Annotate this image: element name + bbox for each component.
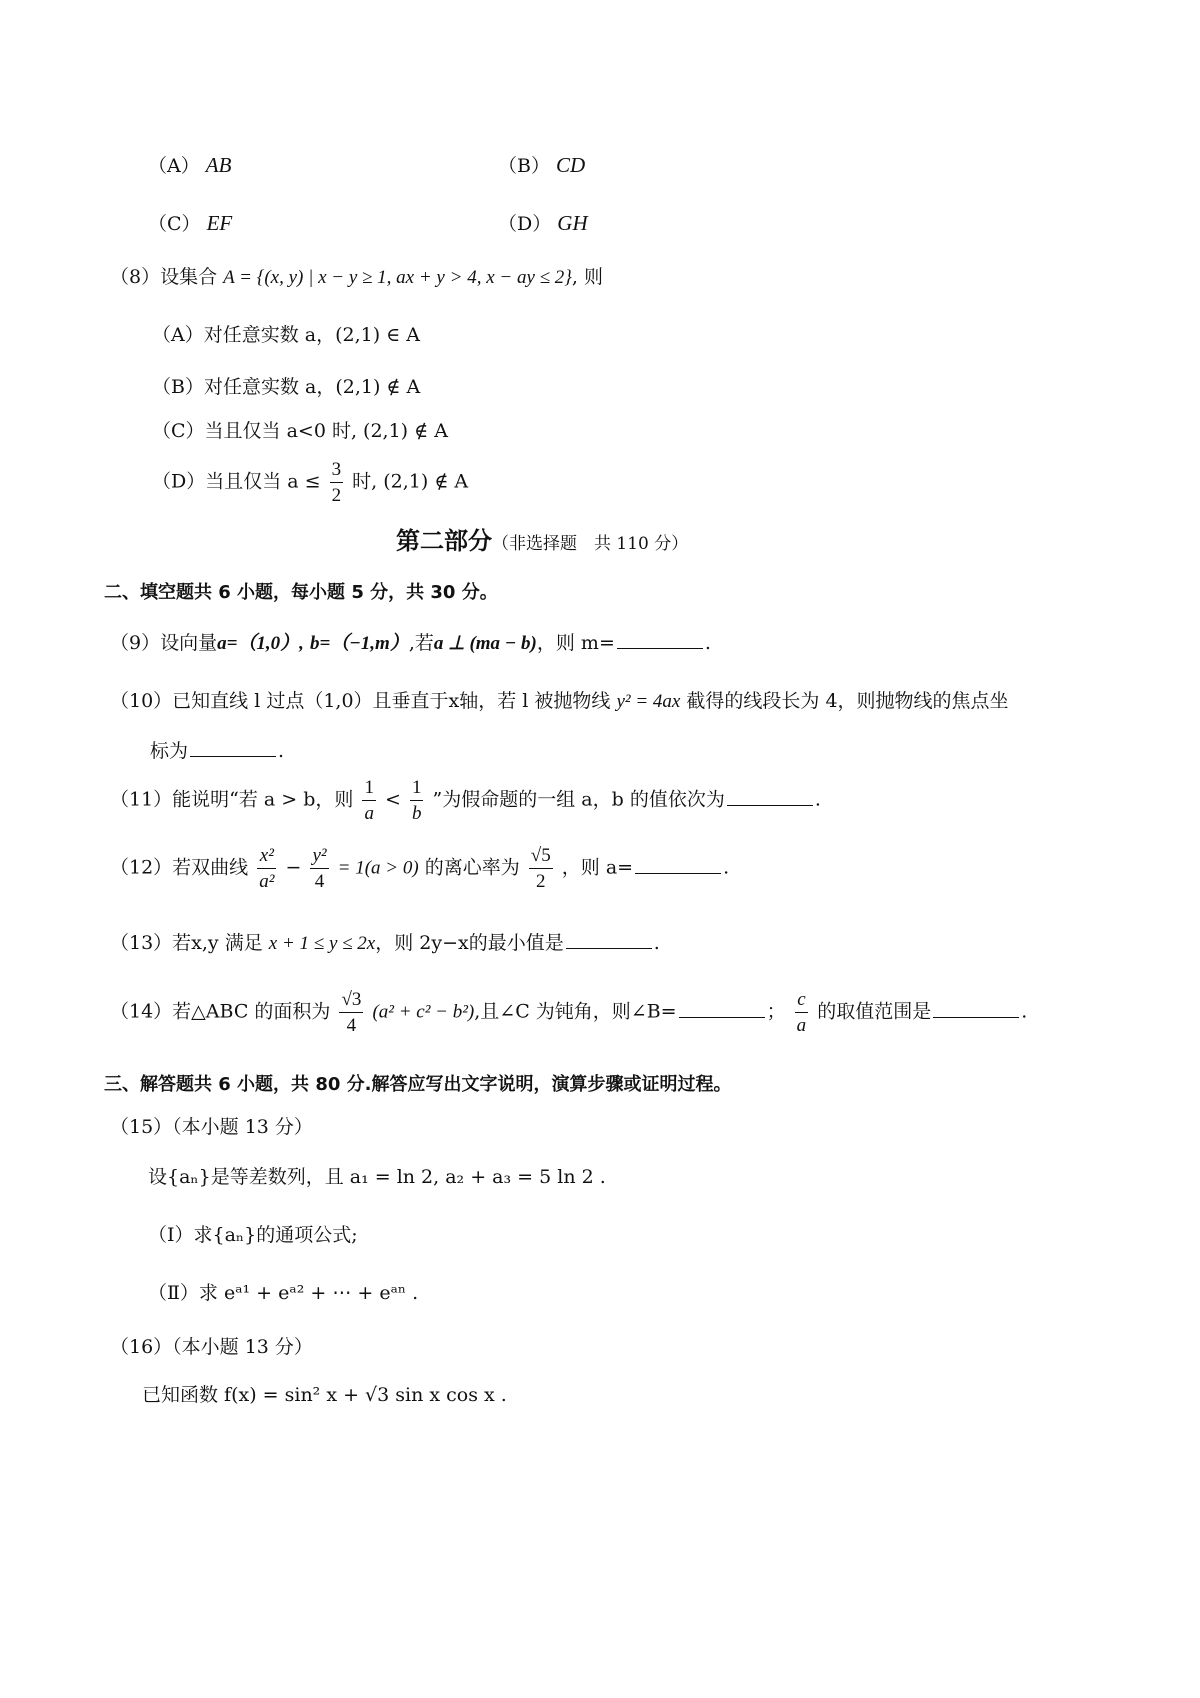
q13: （13）若x,y 满足 x + 1 ≤ y ≤ 2x，则 2y−x的最小值是 .: [110, 932, 660, 954]
q16-header: （16）（本小题 13 分）: [110, 1336, 313, 1358]
part2-title: 第二部分（非选择题 共 110 分）: [396, 527, 689, 555]
q10-line1: （10）已知直线 l 过点（1,0）且垂直于x轴，若 l 被抛物线 y² = 4ax 截得的线段长为 4，则抛物线的焦点坐: [110, 690, 1009, 712]
q14: （14）若△ABC 的面积为 $\frac{√3}{4}$ (a² + c² − b²),且∠C 为钝角，则∠B= ； $\frac{c}{a}$ 的取值范围是 .: [110, 989, 1028, 1036]
q11: （11）能说明“若 a > b，则 $\frac{1}{a}$ < $\frac{1}{b}$ ”为假命题的一组 a，b 的值依次为 .: [110, 777, 821, 824]
q8-option-d: （D）当且仅当 a ≤ $\frac{3}{2}$ 时, (2,1) ∉ A: [152, 459, 469, 506]
q10-line2: 标为 .: [150, 740, 285, 762]
section3-heading: 三、解答题共 6 小题，共 80 分.解答应写出文字说明，演算步骤或证明过程。: [104, 1074, 732, 1095]
q7-option-d: （D） GH: [498, 211, 588, 235]
q8-option-c: （C）当且仅当 a<0 时, (2,1) ∉ A: [152, 420, 448, 442]
q9: （9）设向量a=（1,0）, b=（−1,m）,若a ⊥ (ma − b)，则 m= .: [110, 632, 711, 654]
q15-part1: （Ⅰ）求{aₙ}的通项公式;: [148, 1224, 358, 1246]
q12: （12）若双曲线 $\frac{\text{x²}}{\text{a²}}$ − $\frac{\text{y²}}{4}$ = 1(a > 0) 的离心率为 $\frac{√5}{2}$ ，则 a= .: [110, 845, 730, 892]
q15-header: （15）（本小题 13 分）: [110, 1116, 313, 1138]
q7-option-a: （A） AB: [148, 153, 232, 177]
q16-stem: 已知函数 f(x) = sin² x + √3 sin x cos x .: [142, 1384, 507, 1406]
q7-option-b: （B） CD: [498, 153, 586, 177]
q8-option-a: （A）对任意实数 a，(2,1) ∈ A: [152, 324, 420, 346]
q15-part2: （Ⅱ）求 eᵃ¹ + eᵃ² + ⋯ + eᵃⁿ .: [148, 1282, 419, 1304]
section2-heading: 二、填空题共 6 小题，每小题 5 分，共 30 分。: [104, 582, 498, 603]
q8-stem: （8）设集合 A = {(x, y) | x − y ≥ 1, ax + y > 4, x − ay ≤ 2}, 则: [110, 266, 603, 288]
q8-fraction: $\frac{3}{2}$: [331, 459, 342, 506]
q7-option-c: （C） EF: [148, 211, 233, 235]
q8-option-b: （B）对任意实数 a，(2,1) ∉ A: [152, 376, 421, 398]
q15-stem: 设{aₙ}是等差数列，且 a₁ = ln 2, a₂ + a₃ = 5 ln 2 .: [148, 1166, 606, 1188]
